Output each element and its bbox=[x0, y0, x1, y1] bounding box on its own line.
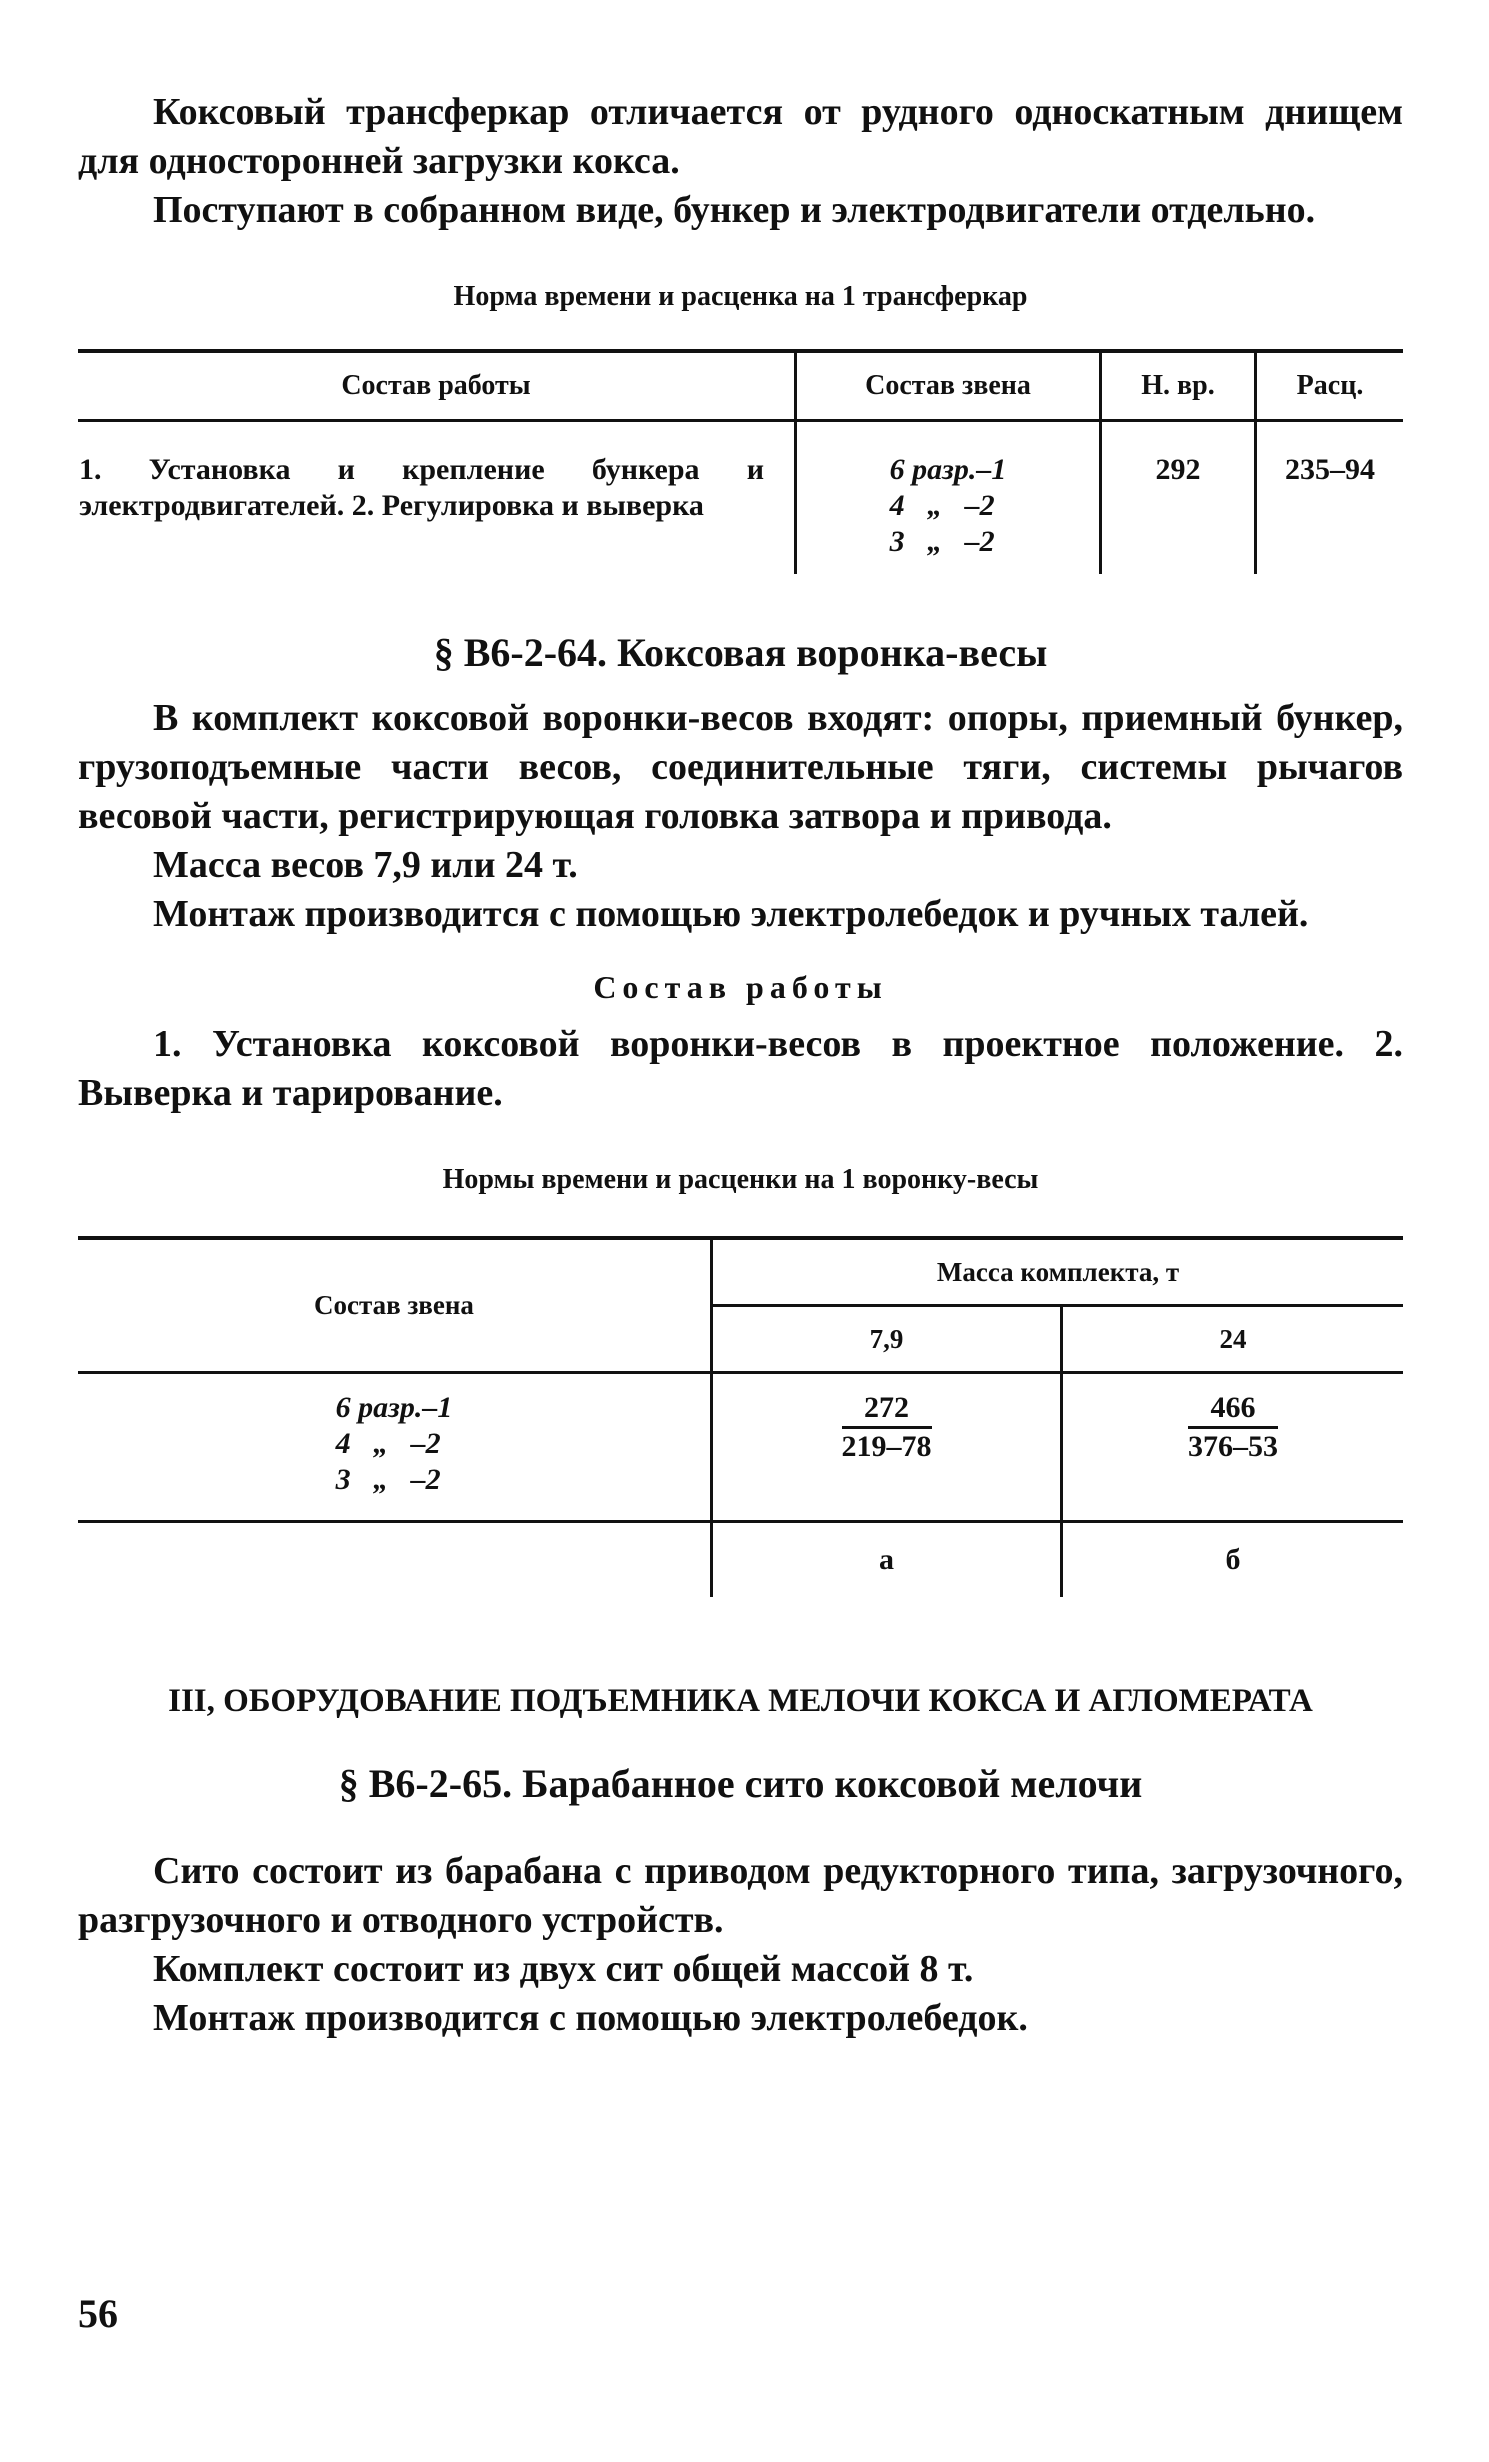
crew-line: 6 разр.–1 bbox=[889, 453, 1007, 486]
crew-line: 4 „ –2 bbox=[889, 489, 995, 522]
section64-title: § В6-2-64. Коксовая воронка-весы bbox=[433, 630, 1048, 675]
table1-header-norm: Н. вр. bbox=[1101, 351, 1256, 421]
section64-paragraph-1: В комплект коксовой воронки-весов входят: опоры, приемный бункер, грузоподъемные части весов, соединительные тяги, системы рычагов весовой части, регистрирующая головка затвора и привода. bbox=[78, 697, 1403, 837]
table1 bbox=[78, 349, 1403, 574]
table1-rate-cell: 235–94 bbox=[1285, 453, 1375, 486]
table2-letter-cell-1: а bbox=[712, 1522, 1062, 1598]
table1-norm-cell: 292 bbox=[1101, 421, 1256, 575]
section64-paragraph-3: Монтаж производится с помощью электролебедок и ручных талей. bbox=[153, 893, 1309, 935]
rate-value: 219–78 bbox=[841, 1430, 932, 1463]
table1-header-rate: Расц. bbox=[1256, 351, 1404, 421]
table1-work-cell: 1. Установка и крепление бункера и электродвигателей. 2. Регулировка и выверка bbox=[78, 421, 796, 575]
section65-paragraph-1: Сито состоит из барабана с приводом редукторного типа, загрузочного, разгрузочного и отводного устройств. bbox=[78, 1850, 1403, 1941]
norm-value: 272 bbox=[842, 1390, 932, 1429]
norm-rate-fraction bbox=[1188, 1390, 1278, 1465]
table2-empty-cell bbox=[78, 1522, 712, 1598]
work-composition-heading: Состав работы bbox=[593, 969, 888, 1005]
section65-title: § В6-2-65. Барабанное сито коксовой мелочи bbox=[338, 1761, 1143, 1806]
crew-line: 4 „ –2 bbox=[335, 1427, 441, 1460]
section3-title: III, ОБОРУДОВАНИЕ ПОДЪЕМНИКА МЕЛОЧИ КОКСА И АГЛОМЕРАТА bbox=[168, 1683, 1313, 1719]
table2-header-crew: Состав звена bbox=[78, 1238, 712, 1373]
table-row bbox=[78, 421, 1403, 575]
rate-value: 376–53 bbox=[1188, 1430, 1278, 1463]
crew-list bbox=[336, 1390, 453, 1498]
table-row bbox=[78, 1373, 1403, 1522]
crew-list bbox=[890, 452, 1007, 560]
table2 bbox=[78, 1236, 1403, 1597]
page-number: 56 bbox=[78, 2291, 118, 2336]
norm-rate-fraction bbox=[842, 1390, 932, 1465]
crew-line: 3 „ –2 bbox=[889, 525, 995, 558]
work-composition-text: 1. Установка коксовой воронки-весов в проектное положение. 2. Выверка и тарирование. bbox=[78, 1023, 1403, 1114]
table2-header-col-2: 24 bbox=[1062, 1306, 1404, 1373]
norm-value: 466 bbox=[1188, 1390, 1278, 1429]
table-row bbox=[78, 1522, 1403, 1598]
table1-caption: Норма времени и расценка на 1 трансферкар bbox=[453, 281, 1028, 312]
page bbox=[78, 88, 1403, 2043]
section64-paragraph-2: Масса весов 7,9 или 24 т. bbox=[153, 844, 578, 886]
table2-caption: Нормы времени и расценки на 1 воронку-весы bbox=[442, 1164, 1039, 1195]
table2-value-cell-2 bbox=[1062, 1373, 1404, 1522]
table1-crew-cell bbox=[796, 421, 1101, 575]
crew-line: 3 „ –2 bbox=[335, 1463, 441, 1496]
intro-paragraph-2: Поступают в собранном виде, бункер и электродвигатели отдельно. bbox=[153, 189, 1316, 231]
crew-line: 6 разр.–1 bbox=[335, 1391, 453, 1424]
intro-paragraph-1: Коксовый трансферкар отличается от рудного односкатным днищем для односторонней загрузки кокса. bbox=[78, 91, 1403, 182]
table2-crew-cell bbox=[78, 1373, 712, 1522]
section65-paragraph-3: Монтаж производится с помощью электролебедок. bbox=[153, 1997, 1028, 2039]
table1-header-work: Состав работы bbox=[78, 351, 796, 421]
section65-paragraph-2: Комплект состоит из двух сит общей массой 8 т. bbox=[153, 1948, 974, 1990]
table2-header-mass: Масса комплекта, т bbox=[712, 1238, 1404, 1306]
table2-header-col-1: 7,9 bbox=[712, 1306, 1062, 1373]
table1-header-crew: Состав звена bbox=[796, 351, 1101, 421]
table2-value-cell-1 bbox=[712, 1373, 1062, 1522]
table2-letter-cell-2: б bbox=[1225, 1543, 1241, 1576]
